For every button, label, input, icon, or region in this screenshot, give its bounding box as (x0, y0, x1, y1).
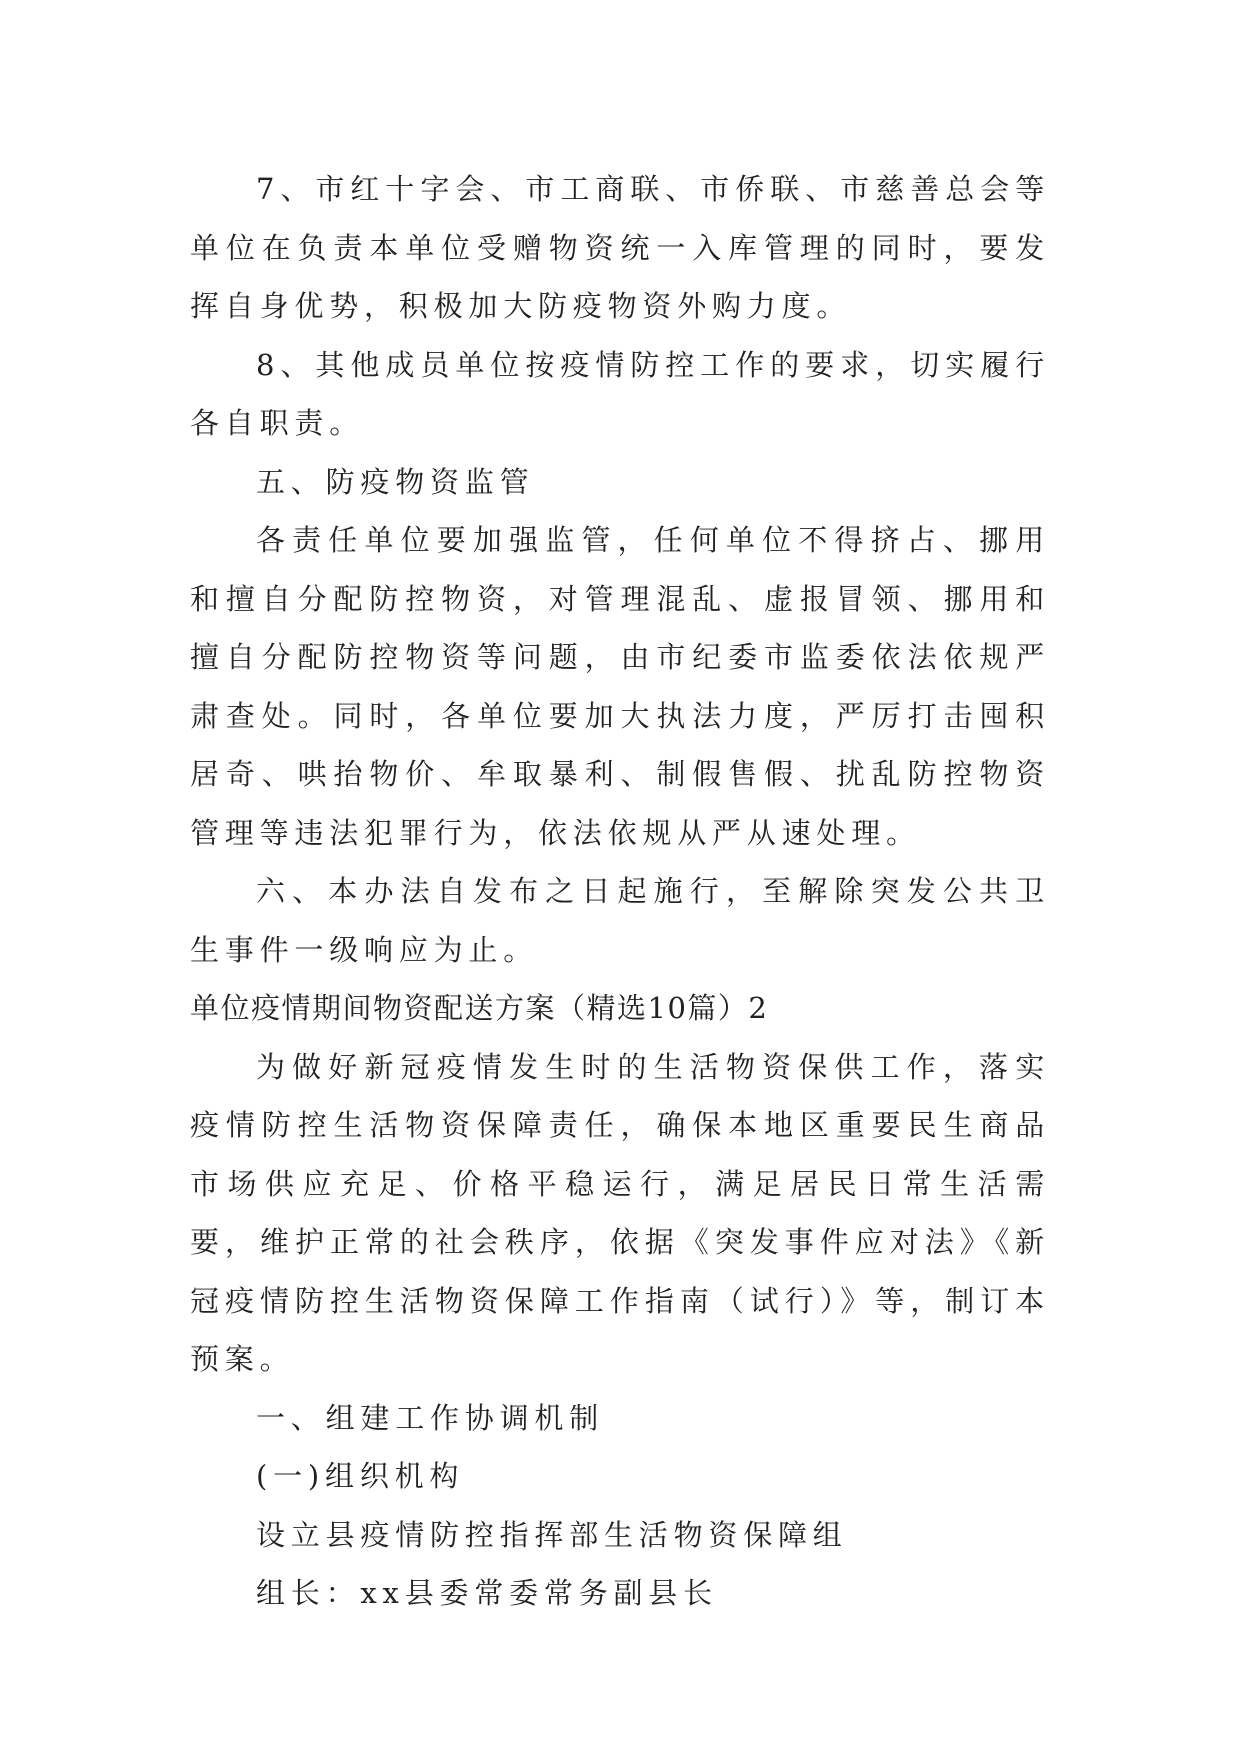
section-heading-supervision: 五、防疫物资监管 (256, 464, 535, 499)
paragraph-effective-date: 六、本办法自发布之日起施行，至解除突发公共卫生事件一级响应为止。 (190, 874, 1050, 967)
document-body (190, 160, 1050, 1623)
paragraph-leader: 组长：xx县委常委常务副县长 (256, 1576, 718, 1610)
paragraph-group: 设立县疫情防控指挥部生活物资保障组 (256, 1517, 848, 1552)
document-title: 单位疫情期间物资配送方案（精选10篇）2 (190, 991, 769, 1025)
paragraph-item-8: 8、其他成员单位按疫情防控工作的要求，切实履行各自职责。 (190, 347, 1050, 440)
paragraph-supervision: 各责任单位要加强监管，任何单位不得挤占、挪用和擅自分配防控物资，对管理混乱、虚报冒领、挪用和擅自分配防控物资等问题，由市纪委市监委依法依规严肃查处。同时，各单位要加大执法力度，严厉打击囤积居奇、哄抬物价、牟取暴利、制假售假、扰乱防控物资管理等违法犯罪行为，依法依规从严从速处理。 (190, 523, 1050, 850)
paragraph-item-7: 7、市红十字会、市工商联、市侨联、市慈善总会等单位在负责本单位受赠物资统一入库管理的同时，要发挥自身优势，积极加大防疫物资外购力度。 (190, 172, 1050, 323)
paragraph-intro: 为做好新冠疫情发生时的生活物资保供工作，落实疫情防控生活物资保障责任，确保本地区重要民生商品市场供应充足、价格平稳运行，满足居民日常生活需要，维护正常的社会秩序，依据《突发事件应对法》《新冠疫情防控生活物资保障工作指南（试行）》等，制订本预案。 (190, 1049, 1050, 1376)
section-heading-coordination: 一、组建工作协调机制 (256, 1400, 605, 1435)
subheading-organization: (一)组织机构 (256, 1459, 465, 1493)
